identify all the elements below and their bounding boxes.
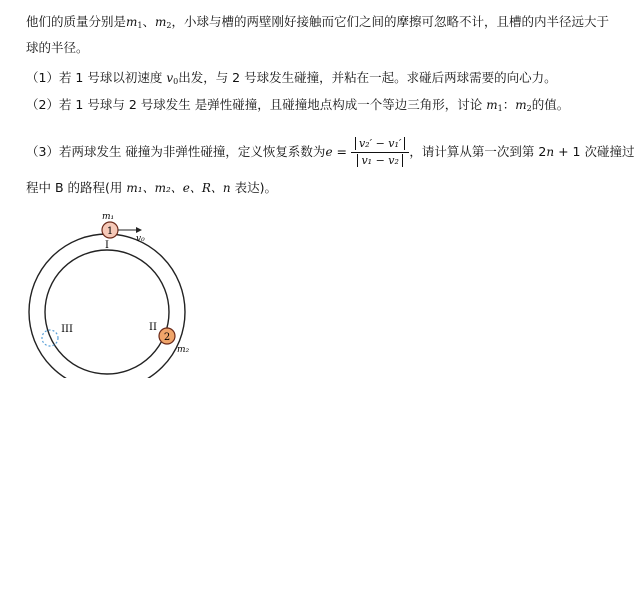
ratio-colon: ： — [502, 97, 516, 112]
intro-text-end: 球的半径。 — [26, 40, 89, 55]
intro-text-cont: ，小球与槽的两壁刚好接触而它们之间的摩擦可忽略不计，且槽的内半径远大于 — [171, 14, 610, 29]
question-1 — [26, 68, 557, 92]
q3-text-end: + 1 次碰撞过 — [554, 144, 634, 159]
position-II-label: II — [149, 322, 157, 333]
problem-intro-line-2 — [26, 38, 89, 58]
question-2 — [26, 95, 569, 119]
ball-2-label: 2 — [163, 332, 171, 343]
outer-ring — [29, 234, 185, 378]
q2-text: （2）若 1 号球与 2 号球发生 是弹性碰撞，且碰撞地点构成一个等边三角形，讨论 — [26, 97, 487, 112]
q3-text: （3）若两球发生 碰撞为非弹性碰撞，定义恢复系数为 — [26, 144, 326, 159]
mass-1-symbol: $m_1$ — [126, 15, 143, 30]
q2-text-end: 的值。 — [531, 97, 570, 112]
inner-ring — [45, 250, 169, 374]
equals-sign: = — [332, 144, 351, 159]
mass-2-symbol: $m_2$ — [155, 15, 172, 30]
q2-m2: $m_2$ — [515, 98, 532, 113]
v0-symbol: $v_0$ — [166, 71, 179, 86]
q1-text: （1）若 1 号球以初速度 — [26, 70, 167, 85]
position-III-label: III — [61, 324, 73, 335]
q1-text-cont: 出发，与 2 号球发生碰撞，并粘在一起。求碰后两球需要的向心力。 — [178, 70, 557, 85]
restitution-fraction — [351, 136, 409, 169]
q3-line2-end: 表达)。 — [230, 180, 277, 195]
e-symbol: e — [325, 145, 333, 159]
position-I-label: I — [105, 240, 109, 251]
question-3-cont — [26, 178, 277, 198]
q3-line2-text: 程中 B 的路程(用 — [26, 180, 127, 195]
ball-1-label: 1 — [106, 226, 114, 237]
q3-text-cont: ，请计算从第一次到第 2 — [409, 144, 547, 159]
n-symbol: n — [546, 145, 555, 159]
variables-list: m₁、m₂、e、R、n — [126, 181, 231, 195]
fraction-denominator: v₁ − v₂ — [357, 154, 402, 167]
ball-1-mass-label: m₁ — [102, 212, 115, 222]
fraction-numerator: v₂′ − v₁′ — [355, 137, 405, 150]
ring-groove-diagram — [22, 208, 202, 378]
separator: 、 — [142, 14, 156, 29]
problem-intro-line — [26, 12, 609, 36]
v0-label: v₀ — [136, 234, 145, 244]
ball-2-mass-label: m₂ — [177, 345, 190, 355]
intro-text: 他们的质量分别是 — [26, 14, 127, 29]
velocity-arrowhead-icon — [136, 227, 142, 233]
q2-m1: $m_1$ — [486, 98, 503, 113]
question-3 — [26, 136, 634, 169]
